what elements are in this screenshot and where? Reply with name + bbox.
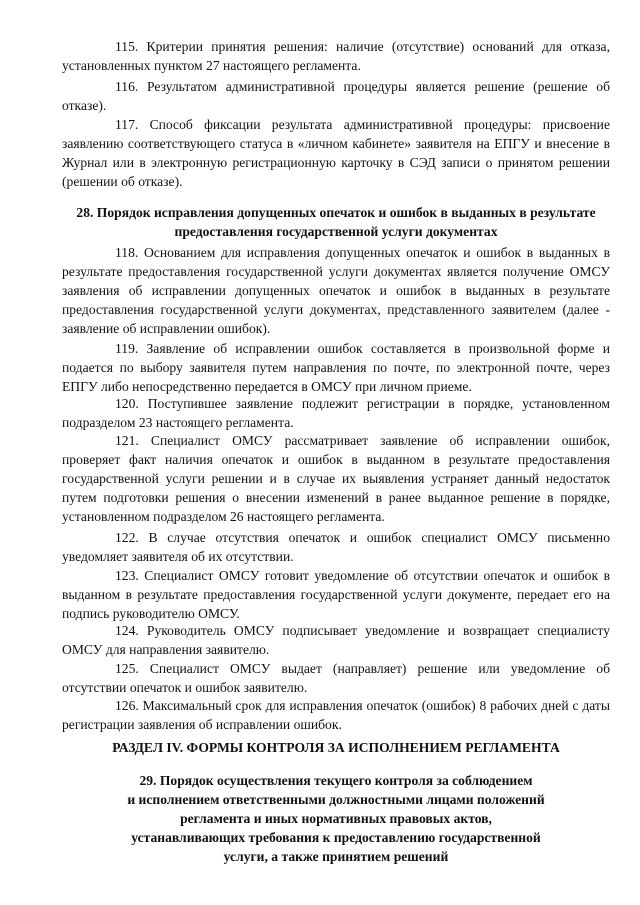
paragraph-126: 126. Максимальный срок для исправления опечаток (ошибок) 8 рабочих дней с даты регистрации заявления об исправлении ошибок. (62, 698, 610, 732)
paragraph-115: 115. Критерии принятия решения: наличие (отсутствие) оснований для отказа, установленных пунктом 27 настоящего регламента. (62, 39, 610, 73)
paragraph-125: 125. Специалист ОМСУ выдает (направляет) решение или уведомление об отсутствии опечаток и ошибок заявителю. (62, 661, 610, 695)
paragraph-119: 119. Заявление об исправлении ошибок составляется в произвольной форме и подается по выбору заявителя путем направления по почте, по электронной почте, через ЕПГУ либо непосредственно передается в ОМСУ при личном приеме. (62, 341, 610, 394)
paragraph-120: 120. Поступившее заявление подлежит регистрации в порядке, установленном подразделом 23 настоящего регламента. (62, 396, 610, 430)
heading-29-line-3: регламента и иных нормативных правовых актов, (180, 810, 492, 826)
paragraph-121: 121. Специалист ОМСУ рассматривает заявление об исправлении ошибок, проверяет факт наличия опечаток и ошибок в выданном в результате предоставления государственной услуги решении и в случае их выявления устраняет данный недостаток путем подготовки решения о внесении изменений в ранее выданное решение в порядке, установленном подразделом 26 настоящего регламента. (62, 433, 610, 524)
paragraph-117: 117. Способ фиксации результата административной процедуры: присвоение заявлению соответствующего статуса в «личном кабинете» заявителя на ЕПГУ и внесение в Журнал или в электронную регистрационную карточку в СЭД записи о принятом решении (решении об отказе). (62, 117, 610, 189)
heading-29-line-2: и исполнением ответственными должностными лицами положений (127, 791, 545, 807)
heading-29-line-1: 29. Порядок осуществления текущего контроля за соблюдением (139, 773, 533, 788)
section-4-title: РАЗДЕЛ IV. ФОРМЫ КОНТРОЛЯ ЗА ИСПОЛНЕНИЕМ РЕГЛАМЕНТА (112, 740, 560, 755)
paragraph-118: 118. Основанием для исправления допущенных опечаток и ошибок в выданных в результате предоставления государственной услуги документах является получение ОМСУ заявления об исправлении допущенных опечаток и ошибок в выданных в результате предоставления государственной услуги документах, представленного заявителем (далее - заявление об исправлении ошибок). (62, 245, 610, 336)
heading-29-line-5: услуги, а также принятием решений (223, 848, 449, 864)
paragraph-122: 122. В случае отсутствия опечаток и ошибок специалист ОМСУ письменно уведомляет заявителя об их отсутствии. (62, 530, 610, 564)
heading-section-28: 28. Порядок исправления допущенных опечаток и ошибок в выданных в результате предоставления государственной услуги документах (76, 205, 596, 239)
paragraph-116: 116. Результатом административной процедуры является решение (решение об отказе). (62, 79, 610, 113)
heading-29-line-4: устанавливающих требования к предоставлению государственной (131, 829, 541, 845)
heading-section-29 (62, 772, 610, 867)
paragraph-123: 123. Специалист ОМСУ готовит уведомление об отсутствии опечаток и ошибок в выданном в результате предоставления государственной услуги документе, передает его на подпись руководителю ОМСУ. (62, 568, 610, 621)
paragraph-124: 124. Руководитель ОМСУ подписывает уведомление и возвращает специалисту ОМСУ для направления заявителю. (62, 623, 610, 657)
